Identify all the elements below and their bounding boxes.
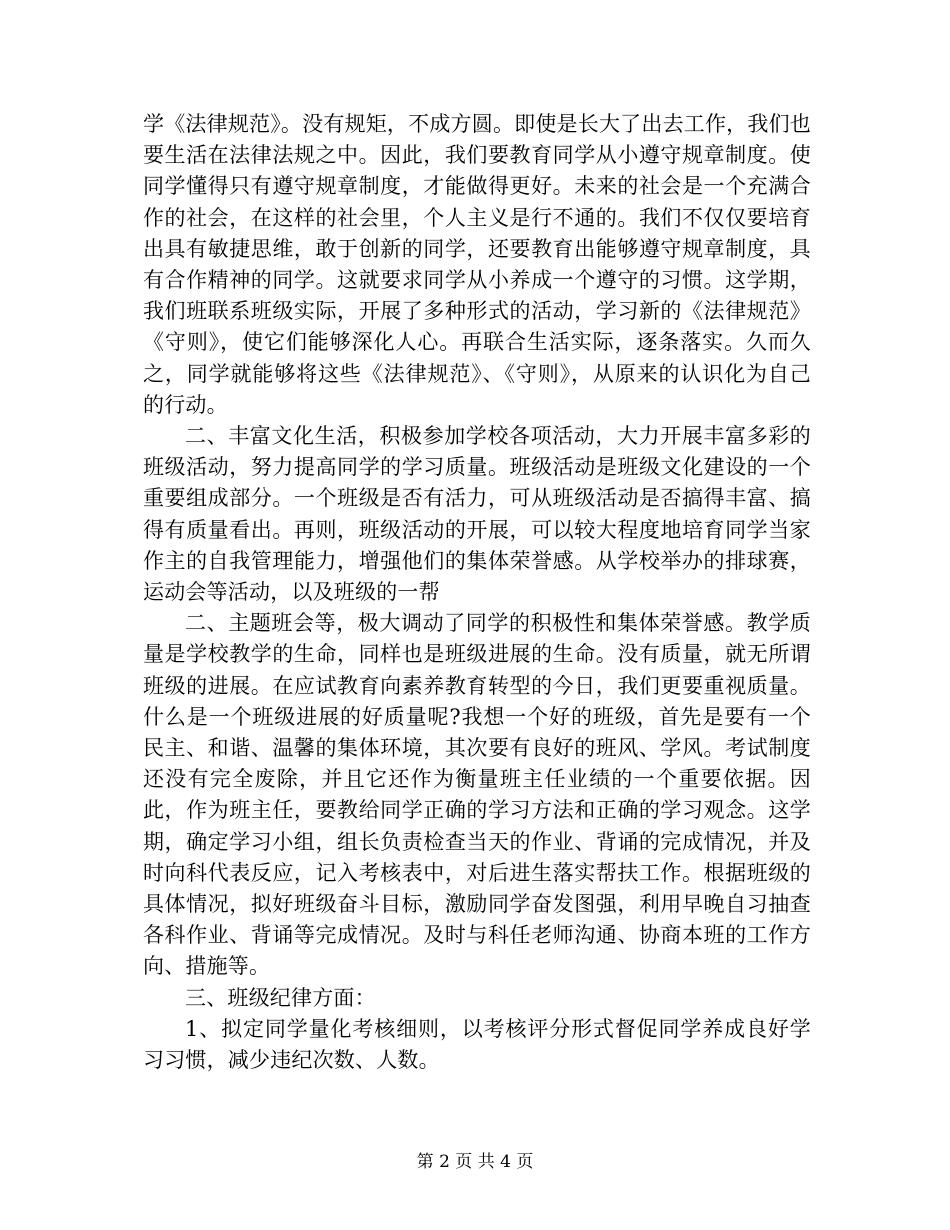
paragraph-5: 1、拟定同学量化考核细则，以考核评分形式督促同学养成良好学习习惯，减少违纪次数、人数。 (143, 1016, 811, 1073)
paragraph-2: 二、丰富文化生活，积极参加学校各项活动，大力开展丰富多彩的班级活动，努力提高同学的学习质量。班级活动是班级文化建设的一个重要组成部分。一个班级是否有活力，可从班级活动是否搞得丰富、搞得有质量看出。再则，班级活动的开展，可以较大程度地培育同学当家作主的自我管理能力，增强他们的集体荣誉感。从学校举办的排球赛，运动会等活动，以及班级的一帮 (143, 424, 811, 605)
paragraph-3: 二、主题班会等，极大调动了同学的积极性和集体荣誉感。教学质量是学校教学的生命，同样也是班级进展的生命。没有质量，就无所谓班级的进展。在应试教育向素养教育转型的今日，我们更要重视质量。什么是一个班级进展的好质量呢?我想一个好的班级，首先是要有一个民主、和谐、温馨的集体环境，其次要有良好的班风、学风。考试制度还没有完全废除，并且它还作为衡量班主任业绩的一个重要依据。因此，作为班主任，要教给同学正确的学习方法和正确的学习观念。这学期，确定学习小组，组长负责检查当天的作业、背诵的完成情况，并及时向科代表反应，记入考核表中，对后进生落实帮扶工作。根据班级的具体情况，拟好班级奋斗目标，激励同学奋发图强，利用早晚自习抽查各科作业、背诵等完成情况。及时与科任老师沟通、协商本班的工作方向、措施等。 (143, 611, 811, 979)
paragraph-1: 学《法律规范》。没有规矩，不成方圆。即使是长大了出去工作，我们也要生活在法律法规之中。因此，我们要教育同学从小遵守规章制度。使同学懂得只有遵守规章制度，才能做得更好。未来的社会是一个充满合作的社会，在这样的社会里，个人主义是行不通的。我们不仅仅要培育出具有敏捷思维，敢于创新的同学，还要教育出能够遵守规章制度，具有合作精神的同学。这就要求同学从小养成一个遵守的习惯。这学期，我们班联系班级实际，开展了多种形式的活动，学习新的《法律规范》《守则》，使它们能够深化人心。再联合生活实际，逐条落实。久而久之，同学就能够将这些《法律规范》、《守则》，从原来的认识化为自己的行动。 (143, 112, 811, 417)
paragraph-4: 三、班级纪律方面： (185, 985, 376, 1010)
page-footer: 第 2 页 共 4 页 (416, 1152, 534, 1172)
document-body (143, 109, 811, 1076)
